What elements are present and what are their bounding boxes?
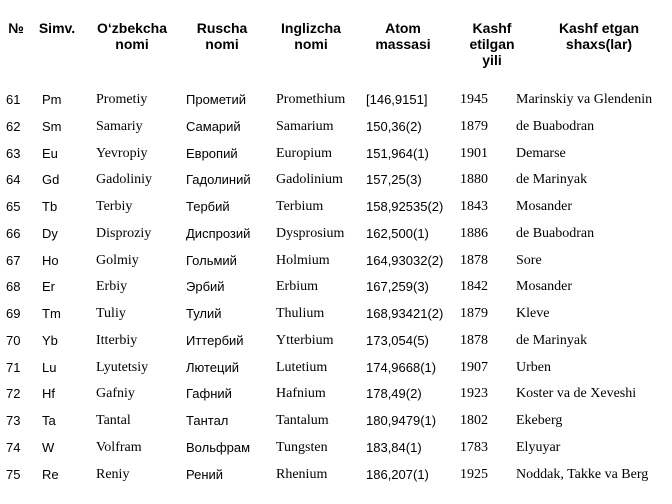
element-discoverer: Noddak, Takke va Berg: [516, 466, 649, 482]
element-symbol: Gd: [42, 172, 60, 188]
element-discoverer: Demarse: [516, 145, 566, 161]
table-row: [0, 172, 672, 199]
element-english-name: Terbium: [276, 199, 324, 214]
element-discoverer: de Marinyak: [516, 332, 588, 348]
element-symbol: Re: [42, 466, 59, 482]
element-russian-name: Гольмий: [186, 252, 237, 268]
table-row: [0, 199, 672, 226]
element-russian-name: Гадолиний: [186, 172, 251, 188]
element-number: 61: [6, 92, 21, 107]
element-atomic-mass: 178,49(2): [366, 386, 422, 402]
element-number: 63: [6, 145, 21, 161]
element-number: 75: [6, 466, 21, 482]
element-number: 69: [6, 306, 21, 321]
element-discovery-year: 1901: [460, 145, 488, 161]
element-atomic-mass: [146,9151]: [366, 92, 428, 107]
element-discoverer: de Buabodran: [516, 225, 595, 241]
element-discoverer: de Marinyak: [516, 172, 588, 188]
element-russian-name: Иттербий: [186, 332, 244, 348]
element-discovery-year: 1878: [460, 332, 488, 348]
table-row: [0, 440, 672, 467]
table-row: [0, 146, 672, 173]
element-atomic-mass: 168,93421(2): [366, 306, 444, 321]
element-number: 64: [6, 172, 21, 188]
element-uzbek-name: Itterbiy: [96, 332, 138, 348]
element-discoverer: Sore: [516, 252, 542, 268]
element-russian-name: Прометий: [186, 92, 247, 107]
element-discoverer: Kleve: [516, 306, 550, 321]
element-english-name: Samarium: [276, 118, 334, 134]
element-english-name: Tantalum: [276, 413, 329, 428]
element-number: 67: [6, 252, 21, 268]
table-row: [0, 92, 672, 119]
element-number: 70: [6, 332, 21, 348]
table-row: [0, 333, 672, 360]
header-discovery-year: Kashf etilgan yili: [469, 20, 515, 68]
element-number: 66: [6, 225, 21, 241]
header-uzbek-name: O‘zbekcha nomi: [96, 20, 168, 52]
element-discoverer: Mosander: [516, 199, 572, 214]
element-discovery-year: 1907: [460, 359, 488, 375]
element-uzbek-name: Terbiy: [96, 199, 133, 214]
element-uzbek-name: Gadoliniy: [96, 172, 152, 188]
element-symbol: Tb: [42, 199, 58, 214]
element-atomic-mass: 186,207(1): [366, 466, 429, 482]
table-row: [0, 279, 672, 306]
element-discovery-year: 1879: [460, 118, 488, 134]
header-english-name: Inglizcha nomi: [281, 20, 341, 52]
element-discovery-year: 1923: [460, 386, 488, 402]
element-uzbek-name: Volfram: [96, 439, 142, 455]
element-russian-name: Европий: [186, 145, 238, 161]
element-uzbek-name: Yevropiy: [96, 145, 148, 161]
element-english-name: Gadolinium: [276, 172, 343, 188]
element-atomic-mass: 183,84(1): [366, 439, 422, 455]
element-english-name: Europium: [276, 145, 332, 161]
table-row: [0, 360, 672, 387]
element-russian-name: Гафний: [186, 386, 232, 402]
header-symbol: Simv.: [38, 20, 76, 36]
element-discovery-year: 1880: [460, 172, 488, 188]
table-row: [0, 119, 672, 146]
element-uzbek-name: Reniy: [96, 466, 130, 482]
header-russian-name: Ruscha nomi: [196, 20, 248, 52]
element-discoverer: Ekeberg: [516, 413, 563, 428]
header-number: №: [8, 20, 24, 36]
element-atomic-mass: 158,92535(2): [366, 199, 444, 214]
element-symbol: Er: [42, 279, 55, 295]
element-number: 65: [6, 199, 21, 214]
element-uzbek-name: Prometiy: [96, 92, 148, 107]
element-number: 73: [6, 413, 21, 428]
element-english-name: Rhenium: [276, 466, 328, 482]
element-symbol: Hf: [42, 386, 55, 402]
element-number: 72: [6, 386, 21, 402]
element-atomic-mass: 167,259(3): [366, 279, 429, 295]
element-symbol: Dy: [42, 225, 58, 241]
element-number: 68: [6, 279, 21, 295]
element-russian-name: Эрбий: [186, 279, 225, 295]
element-number: 71: [6, 359, 21, 375]
element-english-name: Holmium: [276, 252, 330, 268]
element-uzbek-name: Tantal: [96, 413, 131, 428]
element-discoverer: Elyuyar: [516, 439, 561, 455]
element-discovery-year: 1842: [460, 279, 488, 295]
element-russian-name: Вольфрам: [186, 439, 251, 455]
element-atomic-mass: 157,25(3): [366, 172, 422, 188]
header-atomic-mass: Atom massasi: [375, 20, 431, 52]
element-atomic-mass: 173,054(5): [366, 332, 429, 348]
element-symbol: Eu: [42, 145, 58, 161]
element-russian-name: Тантал: [186, 413, 229, 428]
element-english-name: Ytterbium: [276, 332, 334, 348]
element-number: 62: [6, 118, 21, 134]
element-discovery-year: 1945: [460, 92, 488, 107]
element-english-name: Lutetium: [276, 359, 328, 375]
element-discovery-year: 1843: [460, 199, 488, 214]
element-english-name: Tungsten: [276, 439, 328, 455]
element-symbol: Tm: [42, 306, 61, 321]
element-russian-name: Самарий: [186, 118, 241, 134]
element-atomic-mass: 174,9668(1): [366, 359, 437, 375]
element-uzbek-name: Golmiy: [96, 252, 139, 268]
element-discovery-year: 1783: [460, 439, 488, 455]
element-atomic-mass: 164,93032(2): [366, 252, 444, 268]
table-row: [0, 306, 672, 333]
element-uzbek-name: Gafniy: [96, 386, 135, 402]
element-uzbek-name: Samariy: [96, 118, 143, 134]
element-english-name: Thulium: [276, 306, 325, 321]
element-discovery-year: 1925: [460, 466, 488, 482]
element-symbol: Yb: [42, 332, 58, 348]
element-symbol: W: [42, 439, 55, 455]
element-uzbek-name: Erbiy: [96, 279, 128, 295]
element-atomic-mass: 151,964(1): [366, 145, 429, 161]
element-english-name: Dysprosium: [276, 225, 345, 241]
table-row: [0, 413, 672, 440]
element-discovery-year: 1886: [460, 225, 488, 241]
element-symbol: Ho: [42, 252, 59, 268]
element-discoverer: Marinskiy va Glendenin: [516, 92, 653, 107]
header-discoverer: Kashf etgan shaxs(lar): [558, 20, 640, 52]
table-row: [0, 386, 672, 413]
element-symbol: Lu: [42, 359, 57, 375]
element-russian-name: Тулий: [186, 306, 222, 321]
element-english-name: Hafnium: [276, 386, 326, 402]
element-discoverer: Koster va de Xeveshi: [516, 386, 637, 402]
element-symbol: Pm: [42, 92, 62, 107]
element-symbol: Ta: [42, 413, 56, 428]
element-russian-name: Лютеций: [186, 359, 240, 375]
table-row: [0, 226, 672, 253]
element-english-name: Erbium: [276, 279, 318, 295]
element-atomic-mass: 150,36(2): [366, 118, 422, 134]
table-row: [0, 467, 672, 494]
element-atomic-mass: 180,9479(1): [366, 413, 437, 428]
element-russian-name: Диспрозий: [186, 225, 251, 241]
element-discovery-year: 1879: [460, 306, 488, 321]
element-discoverer: Mosander: [516, 279, 572, 295]
element-russian-name: Тербий: [186, 199, 230, 214]
element-russian-name: Рений: [186, 466, 224, 482]
element-discoverer: de Buabodran: [516, 118, 595, 134]
element-symbol: Sm: [42, 118, 62, 134]
element-number: 74: [6, 439, 21, 455]
element-uzbek-name: Disproziy: [96, 225, 152, 241]
element-discovery-year: 1878: [460, 252, 488, 268]
element-english-name: Promethium: [276, 92, 346, 107]
element-discovery-year: 1802: [460, 413, 488, 428]
element-atomic-mass: 162,500(1): [366, 225, 429, 241]
element-uzbek-name: Tuliy: [96, 306, 126, 321]
element-discoverer: Urben: [516, 359, 551, 375]
table-row: [0, 253, 672, 280]
element-uzbek-name: Lyutetsiy: [96, 359, 149, 375]
